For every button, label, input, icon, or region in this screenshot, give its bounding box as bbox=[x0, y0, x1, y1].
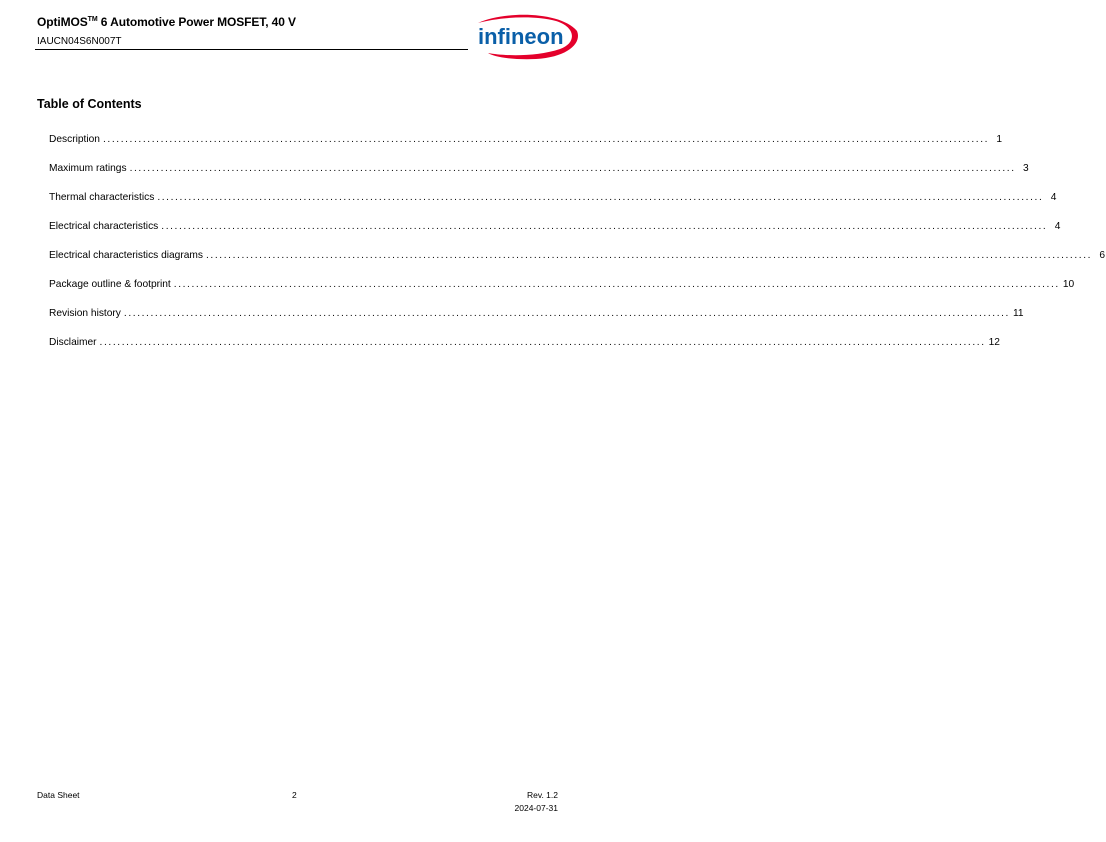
toc-entry-label[interactable]: Electrical characteristics diagrams bbox=[49, 250, 203, 261]
toc-leader-dots: ........................................................................................................................................................................................................ bbox=[206, 250, 1093, 261]
logo-wordmark: infineon bbox=[478, 24, 564, 49]
toc-entry[interactable] bbox=[49, 134, 1003, 163]
toc-entry-page[interactable]: 11 bbox=[1013, 308, 1024, 319]
toc-entry[interactable] bbox=[49, 279, 1075, 308]
trademark-mark: TM bbox=[87, 16, 98, 23]
toc-entry-label[interactable]: Electrical characteristics bbox=[49, 221, 159, 232]
infineon-logo bbox=[464, 13, 582, 61]
toc-entry-page[interactable]: 4 bbox=[1054, 221, 1061, 232]
toc-entry-label[interactable]: Disclaimer bbox=[49, 337, 97, 348]
toc-entry-label[interactable]: Package outline & footprint bbox=[49, 279, 171, 290]
footer-revision: Rev. 1.2 bbox=[526, 790, 558, 800]
toc-entry[interactable] bbox=[49, 308, 1024, 337]
toc-entry[interactable] bbox=[49, 250, 1106, 279]
toc-leader-dots: ........................................................................................................................................................................................................ bbox=[157, 192, 1044, 203]
toc-entry-page[interactable]: 12 bbox=[988, 337, 1000, 348]
document-title bbox=[37, 15, 296, 29]
part-number: IAUCN04S6N007T bbox=[37, 36, 122, 47]
toc-leader-dots: ........................................................................................................................................................................................................ bbox=[123, 308, 1010, 319]
footer-doc-type: Data Sheet bbox=[37, 790, 80, 800]
toc-entry-page[interactable]: 4 bbox=[1050, 192, 1057, 203]
toc-entry-page[interactable]: 6 bbox=[1099, 250, 1106, 261]
toc-leader-dots: ........................................................................................................................................................................................................ bbox=[99, 337, 986, 348]
toc-entry[interactable] bbox=[49, 221, 1061, 250]
toc-heading: Table of Contents bbox=[37, 97, 142, 111]
toc-entry-label[interactable]: Maximum ratings bbox=[49, 163, 127, 174]
title-prefix: OptiMOS bbox=[37, 15, 88, 29]
header-divider bbox=[35, 49, 468, 50]
toc-entry-label[interactable]: Thermal characteristics bbox=[49, 192, 155, 203]
toc-entry[interactable] bbox=[49, 163, 1029, 192]
footer-date: 2024-07-31 bbox=[514, 803, 558, 813]
title-suffix: 6 Automotive Power MOSFET, 40 V bbox=[97, 15, 296, 29]
toc-leader-dots: ........................................................................................................................................................................................................ bbox=[173, 279, 1060, 290]
toc-entry-page[interactable]: 1 bbox=[996, 134, 1003, 145]
toc-entry-label[interactable]: Revision history bbox=[49, 308, 121, 319]
toc-entry[interactable] bbox=[49, 337, 1000, 366]
toc-leader-dots: ........................................................................................................................................................................................................ bbox=[161, 221, 1048, 232]
toc-leader-dots: ........................................................................................................................................................................................................ bbox=[102, 134, 990, 145]
toc-entry-label[interactable]: Description bbox=[49, 134, 100, 145]
toc-leader-dots: ........................................................................................................................................................................................................ bbox=[129, 163, 1016, 174]
toc-entry[interactable] bbox=[49, 192, 1057, 221]
toc-entry-page[interactable]: 10 bbox=[1062, 279, 1075, 290]
table-of-contents bbox=[49, 134, 1106, 366]
toc-entry-page[interactable]: 3 bbox=[1022, 163, 1029, 174]
footer-page-number: 2 bbox=[292, 790, 297, 800]
